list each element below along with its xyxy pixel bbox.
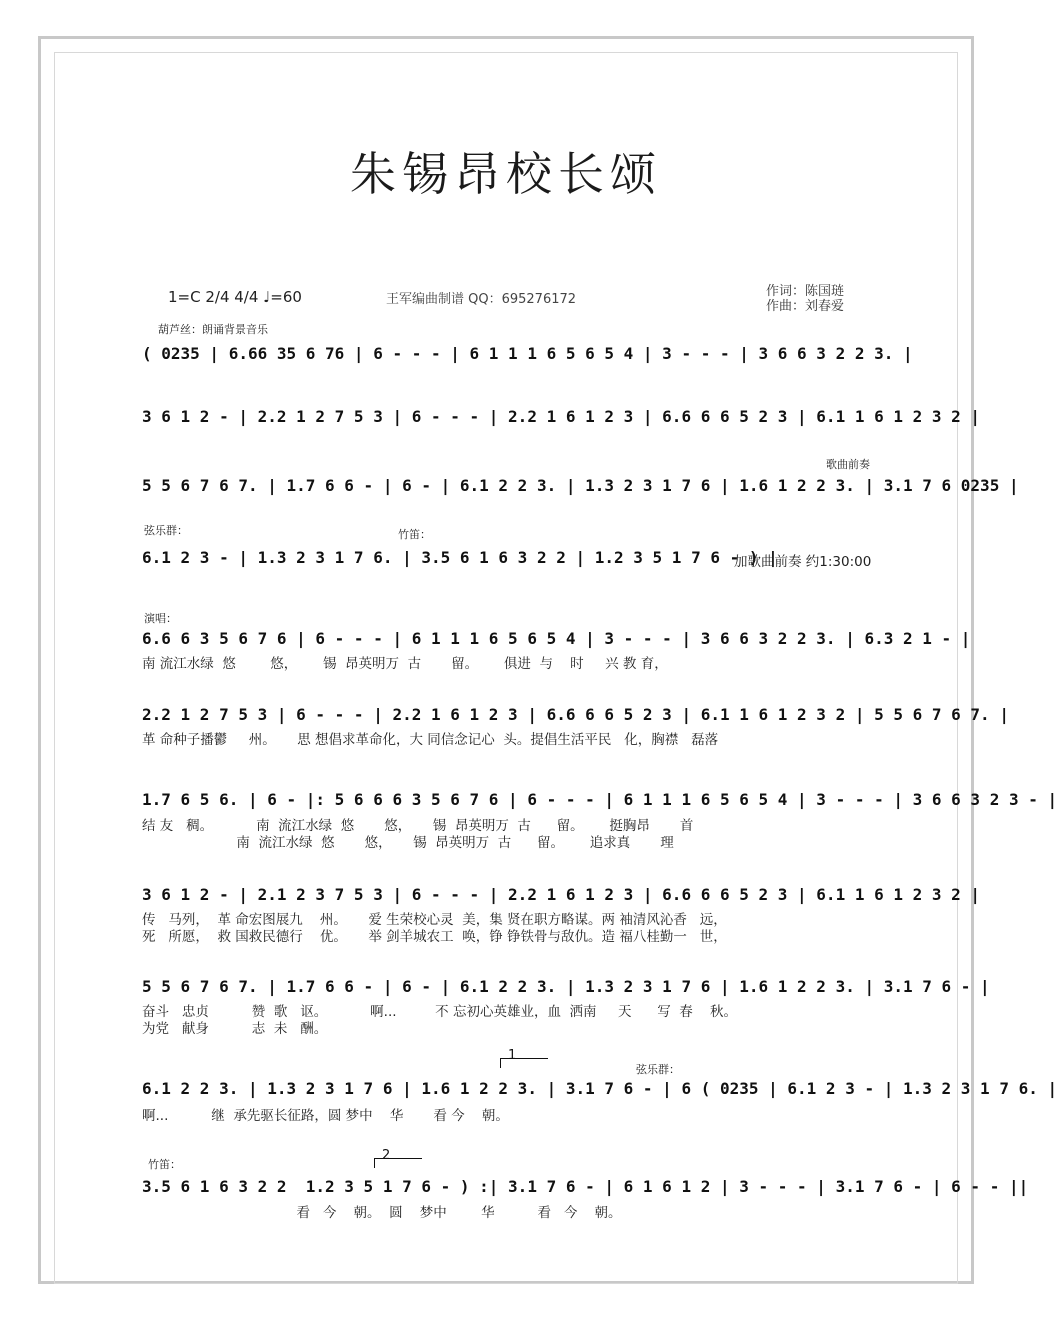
lyric-line-2: 为党 献身 志 未 酬。 (142, 1021, 328, 1037)
notes: 3 6 1 2 - | 2.1 2 3 7 5 3 | 6 - - - | 2.2 1 6 1 2 3 | 6.6 6 6 5 2 3 | 6.1 1 6 1 2 3 2 | (142, 885, 981, 904)
notes: 6.1 2 3 - | 1.3 2 3 1 7 6. | 3.5 6 1 6 3 2 2 | 1.2 3 5 1 7 6 - ) | (142, 548, 778, 567)
notes: 6.1 2 2 3. | 1.3 2 3 1 7 6 | 1.6 1 2 2 3. | 3.1 7 6 - | 6 ( 0235 | 6.1 2 3 - | 1.3 2 3 1 7 6. | (142, 1079, 1057, 1098)
producer-credit: 王军编曲制谱 QQ：695276172 (386, 292, 577, 307)
lyric-line-1: 传 马列， 革 命宏图展九 州。 爱 生荣校心灵 美，集 贤在职方略谋。两 袖清风沁香 远， (142, 912, 727, 928)
lyric-line-2: 南 流江水绿 悠 悠， 锡 昂英明万 古 留。 追求真 理 (142, 835, 674, 851)
notes: 2.2 1 2 7 5 3 | 6 - - - | 2.2 1 6 1 2 3 | 6.6 6 6 5 2 3 | 6.1 1 6 1 2 3 2 | 5 5 6 7 6 7. | (142, 705, 1009, 724)
instrument-intro-label: 葫芦丝：朗诵背景音乐 (158, 323, 268, 336)
lyric-line-1: 结 友 稠。 南 流江水绿 悠 悠， 锡 昂英明万 古 留。 挺胸昂 首 (142, 818, 694, 834)
strings-label: 弦乐群： (144, 524, 188, 537)
lyric-line-1: 奋斗 忠贞 赞 歌 讴。 啊... 不 忘初心英雄业，血 洒南 天 写 春 秋。 (142, 1004, 737, 1020)
prelude-label: 歌曲前奏 (826, 458, 870, 471)
strings-label-2: 弦乐群： (636, 1063, 680, 1076)
composer-credit: 作曲：刘春爱 (766, 299, 845, 314)
lyric-line-1: 革 命种子播鬱 州。 思 想倡求革命化，大 同信念记心 头。提倡生活平民 化，胸襟 磊落 (142, 732, 719, 748)
key-tempo: 1=C 2/4 4/4 ♩=60 (168, 288, 302, 306)
flute-label: 竹笛： (398, 528, 431, 541)
notes: 3 6 1 2 - | 2.2 1 2 7 5 3 | 6 - - - | 2.2 1 6 1 2 3 | 6.6 6 6 5 2 3 | 6.1 1 6 1 2 3 2 | (142, 407, 981, 426)
volta-1-number: 1 (508, 1048, 517, 1063)
flute-label-2: 竹笛： (148, 1158, 181, 1171)
lyric-line-1: 南 流江水绿 悠 悠， 锡 昂英明万 古 留。 俱进 与 时 兴 教 育， (142, 656, 668, 672)
vocal-label: 演唱： (144, 612, 177, 625)
notes: 3.5 6 1 6 3 2 2 1.2 3 5 1 7 6 - ) :| 3.1 7 6 - | 6 1 6 1 2 | 3 - - - | 3.1 7 6 - | 6 - - || (142, 1177, 1029, 1196)
notes: 1.7 6 5 6. | 6 - |: 5 6 6 6 3 5 6 7 6 | 6 - - - | 6 1 1 1 6 5 6 5 4 | 3 - - - | 3 6 6 3 2 3 - | (142, 790, 1057, 809)
lyricist-credit: 作词：陈国琏 (766, 284, 845, 299)
lyric-line-1: 啊... 继 承先驱长征路，圆 梦中 华 看 今 朝。 (142, 1108, 509, 1124)
notes: 5 5 6 7 6 7. | 1.7 6 6 - | 6 - | 6.1 2 2 3. | 1.3 2 3 1 7 6 | 1.6 1 2 2 3. | 3.1 7 6 0235 | (142, 476, 1019, 495)
prelude-duration-note: 加歌曲前奏 约1:30:00 (734, 554, 872, 570)
notes: 6.6 6 3 5 6 7 6 | 6 - - - | 6 1 1 1 6 5 6 5 4 | 3 - - - | 3 6 6 3 2 2 3. | 6.3 2 1 - | (142, 629, 971, 648)
credits (766, 284, 844, 314)
page-title: 朱锡昂校长颂 (350, 147, 662, 201)
lyric-line-2: 死 所愿， 救 国救民德行 优。 举 剑羊城农工 唤，铮 铮铁骨与敌仇。造 福八桂勤一 世， (142, 929, 727, 945)
notes: ( 0235 | 6.66 35 6 76 | 6 - - - | 6 1 1 1 6 5 6 5 4 | 3 - - - | 3 6 6 3 2 2 3. | (142, 344, 913, 363)
volta-2-number: 2 (382, 1148, 391, 1163)
lyric-line-1: 看 今 朝。 圆 梦中 华 看 今 朝。 (142, 1205, 622, 1221)
notes: 5 5 6 7 6 7. | 1.7 6 6 - | 6 - | 6.1 2 2 3. | 1.3 2 3 1 7 6 | 1.6 1 2 2 3. | 3.1 7 6 - | (142, 977, 990, 996)
